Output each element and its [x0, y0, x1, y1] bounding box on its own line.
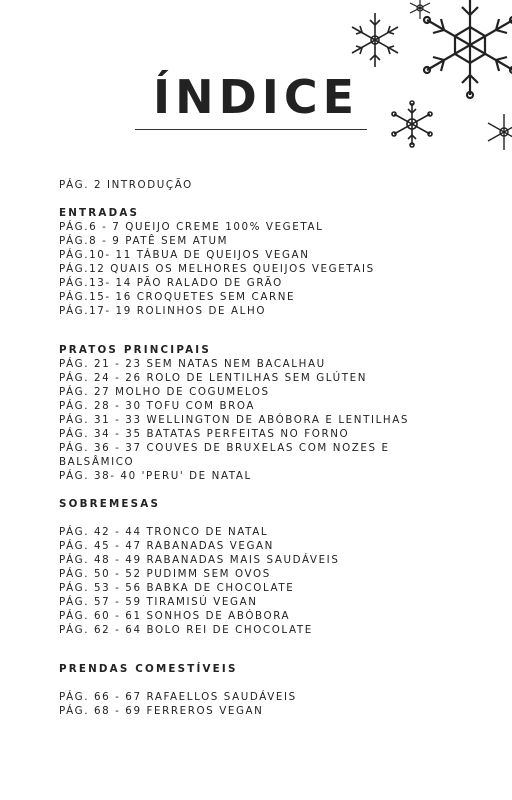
- toc-entry: PÁG. 42 - 44 TRONCO DE NATAL: [59, 526, 269, 538]
- page-title: ÍNDICE: [152, 70, 360, 124]
- toc-entry: PÁG. 27 MOLHO DE COGUMELOS: [59, 386, 270, 398]
- toc-entry: PÁG. 45 - 47 RABANADAS VEGAN: [59, 540, 274, 552]
- toc-entry: PÁG. 62 - 64 BOLO REI DE CHOCOLATE: [59, 624, 313, 636]
- toc-entry: PÁG.17- 19 ROLINHOS DE ALHO: [59, 305, 267, 317]
- title-divider: [135, 129, 367, 130]
- section-sobremesas-list: [59, 525, 499, 637]
- toc-entry: PÁG.12 QUAIS OS MELHORES QUEIJOS VEGETAIS: [59, 263, 375, 275]
- toc-entry: PÁG. 66 - 67 RAFAELLOS SAUDÁVEIS: [59, 691, 297, 703]
- section-pratos-list: [59, 357, 499, 483]
- toc-entry: PÁG. 60 - 61 SONHOS DE ABÓBORA: [59, 610, 291, 622]
- toc-entry: PÁG. 68 - 69 FERREROS VEGAN: [59, 705, 264, 717]
- toc-entry: PÁG. 48 - 49 RABANADAS MAIS SAUDÁVEIS: [59, 554, 340, 566]
- toc-entry: PÁG. 53 - 56 BABKA DE CHOCOLATE: [59, 582, 295, 594]
- snowflake-small-icon: [405, 0, 435, 20]
- toc-entry: PÁG.8 - 9 PATÊ SEM ATUM: [59, 235, 229, 247]
- toc-intro: PÁG. 2 INTRODUÇÃO: [59, 179, 193, 191]
- section-heading-prendas: PRENDAS COMESTÍVEIS: [59, 663, 238, 675]
- toc-entry: PÁG. 50 - 52 PUDIMM SEM OVOS: [59, 568, 271, 580]
- toc-entry: PÁG.13- 14 PÃO RALADO DE GRÃO: [59, 277, 283, 289]
- toc-entry: PÁG. 24 - 26 ROLO DE LENTILHAS SEM GLÚTEN: [59, 372, 368, 384]
- toc-entry: PÁG.15- 16 CROQUETES SEM CARNE: [59, 291, 296, 303]
- section-heading-sobremesas: SOBREMESAS: [59, 498, 161, 510]
- toc-entry: PÁG. 21 - 23 SEM NATAS NEM BACALHAU: [59, 358, 326, 370]
- toc-entry: PÁG.10- 11 TÁBUA DE QUEIJOS VEGAN: [59, 249, 310, 261]
- toc-entry: PÁG. 36 - 37 COUVES DE BRUXELAS COM NOZES E BALSÂMICO: [59, 442, 390, 468]
- snowflake-medium-icon: [345, 10, 405, 70]
- table-of-contents: [59, 178, 499, 718]
- toc-entry: PÁG. 31 - 33 WELLINGTON DE ABÓBORA E LENTILHAS: [59, 414, 410, 426]
- toc-entry: PÁG. 34 - 35 BATATAS PERFEITAS NO FORNO: [59, 428, 350, 440]
- section-entradas-list: [59, 220, 499, 318]
- section-heading-entradas: ENTRADAS: [59, 207, 140, 219]
- toc-entry: PÁG. 38- 40 'PERU' DE NATAL: [59, 470, 252, 482]
- section-heading-pratos: PRATOS PRINCIPAIS: [59, 344, 211, 356]
- toc-entry: PÁG. 57 - 59 TIRAMISÚ VEGAN: [59, 596, 258, 608]
- section-prendas-list: [59, 690, 499, 718]
- toc-entry: PÁG. 28 - 30 TOFU COM BROA: [59, 400, 256, 412]
- toc-entry: PÁG.6 - 7 QUEIJO CREME 100% VEGETAL: [59, 221, 324, 233]
